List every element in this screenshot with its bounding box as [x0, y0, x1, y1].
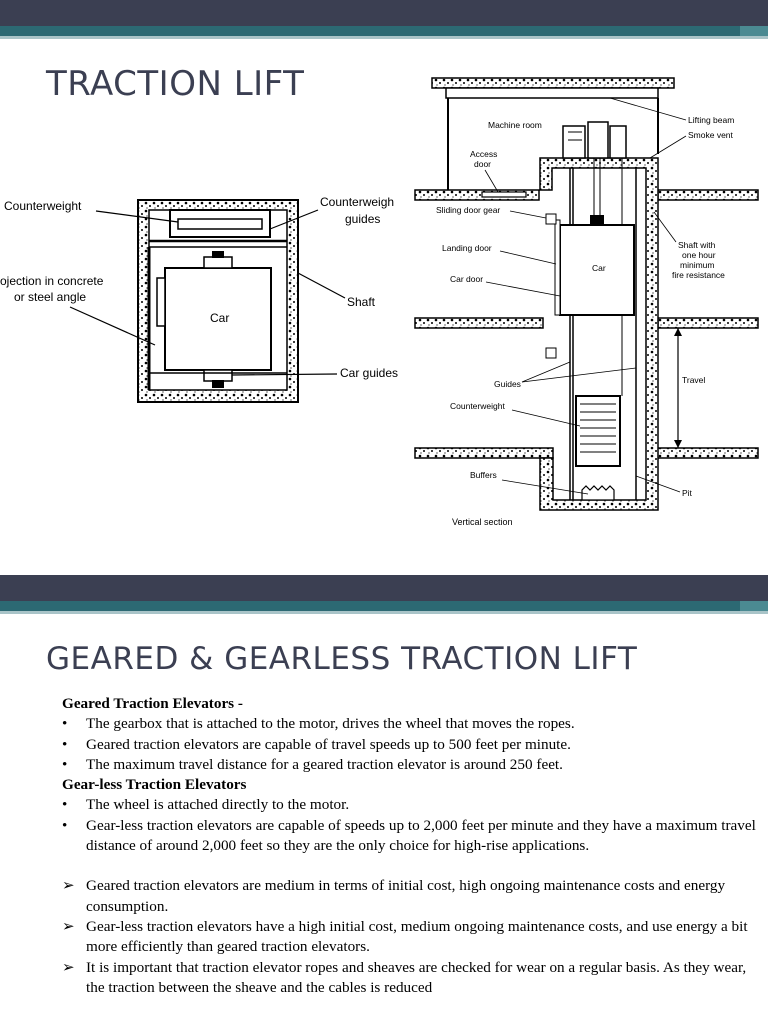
bullet-item: [62, 755, 762, 775]
bullet-text: Geared traction elevators are capable of travel speeds up to 500 feet per minute.: [86, 735, 571, 753]
label-smoke-vent: Smoke vent: [688, 130, 733, 140]
label-guides: Guides: [494, 379, 521, 389]
lift-vertical-section-diagram: [410, 70, 768, 540]
label-travel: Travel: [682, 375, 706, 385]
label-projection-2: or steel angle: [14, 290, 87, 304]
slide-title-2: GEARED & GEARLESS TRACTION LIFT: [46, 641, 638, 677]
label-counterweight-guides-2: guides: [345, 212, 381, 226]
arrow-item: [62, 917, 762, 958]
arrow-bullet-icon: ➢: [62, 958, 75, 976]
arrow-text: Geared traction elevators are medium in terms of initial cost, high ongoing maintenance costs and energy consumption.: [86, 877, 726, 915]
bullet-icon: •: [62, 715, 68, 733]
spacer: [62, 856, 762, 876]
label-shaft-fire-2: one hour: [682, 250, 716, 260]
label-access-door-1: Access: [470, 149, 498, 159]
gearless-heading: Gear-less Traction Elevators: [62, 776, 247, 794]
bullet-icon: •: [62, 796, 68, 814]
bullet-item: [62, 795, 762, 815]
lift-plan-diagram: [0, 185, 420, 410]
label-pit: Pit: [682, 488, 692, 498]
label-shaft-fire-3: minimum: [680, 260, 715, 270]
arrow-bullet-icon: ➢: [62, 877, 75, 895]
bullet-item: [62, 816, 762, 857]
label-access-door-2: door: [474, 159, 492, 169]
label-car-section: Car: [592, 263, 606, 273]
arrow-text: It is important that traction elevator ropes and sheaves are checked for wear on a regular basis. As they wear, the traction between the sheave and the cables is reduced: [86, 958, 747, 996]
label-counterweight-guides-1: Counterweigh: [320, 195, 395, 209]
label-lifting-beam: Lifting beam: [688, 115, 735, 125]
slide-title: TRACTION LIFT: [46, 64, 305, 104]
label-car: Car: [210, 311, 230, 325]
label-shaft-fire-1: Shaft with: [678, 240, 716, 250]
label-car-door: Car door: [450, 274, 484, 284]
bullet-icon: •: [62, 735, 68, 753]
slide-accent-line: [0, 611, 768, 614]
slide-content: [62, 694, 762, 998]
arrow-item: [62, 876, 762, 917]
bullet-icon: •: [62, 755, 68, 773]
label-counterweight-section: Counterweight: [450, 401, 505, 411]
label-shaft-fire-4: fire resistance: [672, 270, 725, 280]
bullet-text: Gear-less traction elevators are capable of speeds up to 2,000 feet per minute and they have a maximum travel distance of around 2,000 feet so they are the only choice for high-rise applications.: [86, 816, 756, 855]
bullet-icon: •: [62, 816, 68, 834]
bullet-item: [62, 714, 762, 734]
slide-accent-bar: [0, 26, 740, 36]
arrow-text: Gear-less traction elevators have a high initial cost, medium ongoing maintenance costs, and use energy a bit more efficiently than geared traction elevators.: [86, 917, 748, 956]
label-car-guides: Car guides: [340, 366, 399, 380]
arrow-bullet-icon: ➢: [62, 917, 75, 935]
bullet-text: The gearbox that is attached to the motor, drives the wheel that moves the ropes.: [86, 715, 575, 733]
label-sliding-door-gear: Sliding door gear: [436, 205, 501, 215]
slide-accent-bar: [0, 601, 740, 611]
bullet-text: The wheel is attached directly to the motor.: [86, 796, 350, 814]
label-shaft: Shaft: [347, 295, 376, 309]
label-landing-door: Landing door: [442, 243, 492, 253]
slide-accent-tab: [740, 26, 768, 36]
label-projection-1: ojection in concrete: [0, 274, 104, 288]
bullet-text: The maximum travel distance for a geared traction elevator is around 250 feet.: [86, 755, 563, 773]
label-counterweight: Counterweight: [4, 199, 82, 213]
label-buffers: Buffers: [470, 470, 497, 480]
slide-header-bar: [0, 0, 768, 26]
geared-heading: Geared Traction Elevators -: [62, 695, 243, 712]
slide-header-bar: [0, 575, 768, 601]
slide-accent-tab: [740, 601, 768, 611]
label-vertical-section: Vertical section: [452, 517, 513, 527]
arrow-item: [62, 958, 762, 999]
slide-accent-line: [0, 36, 768, 39]
bullet-item: [62, 735, 762, 755]
label-machine-room: Machine room: [488, 120, 542, 130]
